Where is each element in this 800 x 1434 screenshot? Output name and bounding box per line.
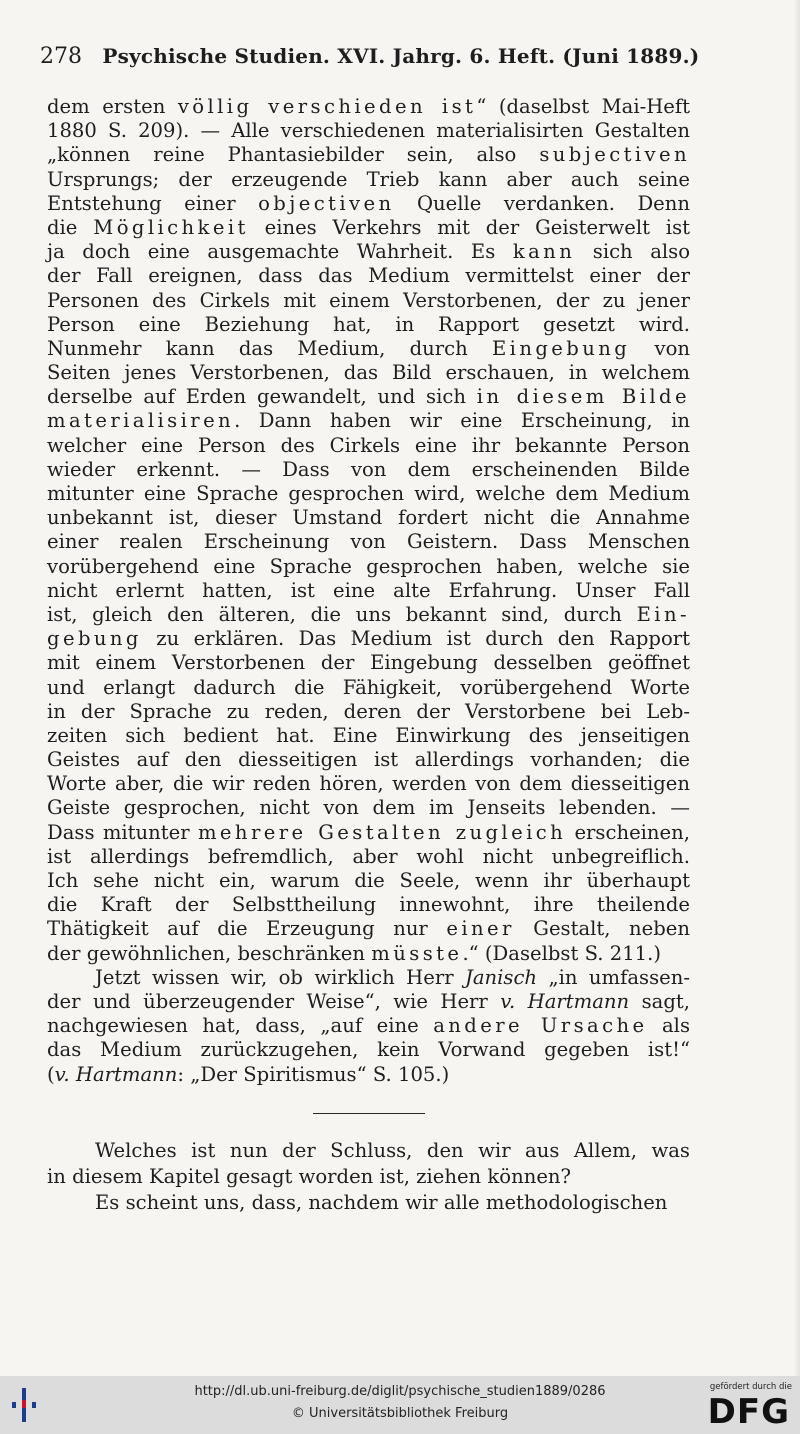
text-run: nicht erlernt hatten, ist eine alte Erfahrung. Unser Fall xyxy=(47,578,690,602)
text-run: der Fall ereignen, dass das Medium vermittelst einer der xyxy=(47,264,690,288)
text-run: mit einem Verstorbenen der Eingebung desselben geöffnet xyxy=(47,651,690,675)
spaced-emphasis: materialisiren xyxy=(47,409,235,433)
text-line xyxy=(47,651,690,675)
text-line xyxy=(47,869,690,893)
copyright-notice: © Universitätsbibliothek Freiburg xyxy=(291,1406,509,1421)
text-run: Seiten jenes Verstorbenen, das Bild erschauen, in welchem xyxy=(47,361,690,385)
text-line xyxy=(47,119,690,143)
text-run: Ich sehe nicht ein, warum die Seele, wenn ihr überhaupt xyxy=(47,869,690,892)
text-run: wieder erkennt. — Dass von dem erscheinenden Bilde xyxy=(47,457,690,481)
text-line xyxy=(47,990,690,1014)
text-run: vorübergehend eine Sprache gesprochen haben, welche sie xyxy=(47,554,690,578)
text-run: derselbe auf Erden gewandelt, und sich xyxy=(47,385,477,409)
text-line xyxy=(47,1063,690,1087)
italic-name: v. Hartmann xyxy=(500,989,630,1013)
text-line xyxy=(47,240,690,264)
text-run: in der Sprache zu reden, deren der Verstorbene bei Leb- xyxy=(47,699,690,723)
page-number: 278 xyxy=(40,44,82,69)
spaced-emphasis: völlig verschieden ist xyxy=(177,95,477,118)
text-line xyxy=(47,264,690,288)
text-line xyxy=(47,821,690,845)
spaced-emphasis: in diesem Bilde xyxy=(476,385,690,409)
text-run: Es scheint uns, dass, nachdem wir alle methodologischen xyxy=(95,1191,668,1214)
text-run: ist allerdings befremdlich, aber wohl nicht unbegreiflich. xyxy=(47,844,690,868)
text-run: „in umfassen- xyxy=(537,965,690,989)
dfg-logo: DFG xyxy=(707,1392,790,1432)
text-line xyxy=(47,482,690,506)
text-run: Ursprungs; der erzeugende Trieb kann aber auch seine xyxy=(47,167,690,191)
text-line xyxy=(47,409,690,433)
text-run: Worte aber, die wir reden hören, werden von dem diesseitigen xyxy=(47,772,690,796)
text-line xyxy=(47,434,690,458)
text-line xyxy=(47,676,690,700)
text-run: erscheinen, xyxy=(566,820,690,844)
text-line xyxy=(47,917,690,941)
text-run: ist, gleich den älteren, die uns bekannt sind, durch xyxy=(47,602,637,626)
text-line xyxy=(47,1038,690,1062)
text-line xyxy=(47,95,690,119)
text-run: zeiten sich bedient hat. Eine Einwirkung des jenseitigen xyxy=(47,723,690,747)
text-run: Entstehung einer xyxy=(47,191,259,215)
scan-edge xyxy=(794,0,800,1376)
text-run: Thätigkeit auf die Erzeugung nur xyxy=(47,917,447,941)
text-run: : „Der Spiritismus“ S. 105.) xyxy=(177,1062,450,1086)
text-line xyxy=(47,1138,690,1164)
text-line xyxy=(47,627,690,651)
text-run: als xyxy=(647,1014,691,1038)
text-line xyxy=(47,168,690,192)
text-run: nachgewiesen hat, dass, „auf eine xyxy=(47,1014,434,1038)
text-line xyxy=(47,506,690,530)
source-url[interactable]: http://dl.ub.uni-freiburg.de/diglit/psychische_studien1889/0286 xyxy=(194,1384,606,1399)
spaced-emphasis: kann xyxy=(512,240,576,264)
funder-note: gefördert durch die xyxy=(709,1382,792,1392)
text-line xyxy=(47,966,690,990)
text-line xyxy=(47,724,690,748)
text-run: von xyxy=(630,336,690,360)
text-line xyxy=(47,748,690,772)
italic-name: Janisch xyxy=(464,965,538,989)
text-line xyxy=(47,1190,690,1216)
text-run: Person eine Beziehung hat, in Rapport gesetzt wird. xyxy=(47,312,690,336)
text-line xyxy=(47,143,690,167)
text-line xyxy=(47,1164,690,1190)
footer-bar xyxy=(0,1376,800,1434)
text-line xyxy=(47,458,690,482)
text-run: . Dann haben wir eine Erscheinung, in xyxy=(234,409,690,433)
text-line xyxy=(47,289,690,313)
text-run: der und überzeugender Weise“, wie Herr xyxy=(47,989,501,1013)
text-run: Dass mitunter xyxy=(47,820,198,844)
text-run: sagt, xyxy=(629,989,690,1013)
text-run: dem ersten xyxy=(47,95,178,118)
text-run: „können reine Phantasiebilder sein, also xyxy=(47,143,540,167)
spaced-emphasis: müsste xyxy=(371,941,463,965)
text-run: Gestalt, neben xyxy=(514,917,691,941)
text-run: sich also xyxy=(575,240,691,264)
text-line xyxy=(47,555,690,579)
text-run: Geiste gesprochen, nicht von dem im Jenseits lebenden. — xyxy=(47,796,690,820)
text-run: Geistes auf den diesseitigen ist allerdings vorhanden; die xyxy=(47,748,690,772)
text-run: Welches ist nun der Schluss, den wir aus Allem, was xyxy=(95,1139,690,1162)
text-run: und erlangt dadurch die Fähigkeit, vorübergehend Worte xyxy=(47,675,690,699)
body-text-block xyxy=(47,95,690,1087)
text-run: Personen des Cirkels mit einem Verstorbenen, der zu jener xyxy=(47,288,690,312)
text-run: in diesem Kapitel gesagt worden ist, ziehen können? xyxy=(47,1165,572,1188)
spaced-emphasis: Möglichkeit xyxy=(93,215,249,239)
text-line xyxy=(47,845,690,869)
text-line xyxy=(47,337,690,361)
spaced-emphasis: Ein- xyxy=(636,602,690,626)
text-line xyxy=(47,942,690,966)
text-run: Quelle verdanken. Denn xyxy=(394,191,691,215)
spaced-emphasis: Eingebung xyxy=(491,336,631,360)
text-run: eines Verkehrs mit der Geisterwelt ist xyxy=(248,215,690,239)
text-line xyxy=(47,313,690,337)
text-line xyxy=(47,361,690,385)
text-run: “ (daselbst Mai-Heft xyxy=(476,95,691,118)
spaced-emphasis: mehrere Gestalten zugleich xyxy=(197,820,567,844)
text-run: unbekannt ist, dieser Umstand fordert nicht die Annahme xyxy=(47,506,690,530)
text-line xyxy=(47,772,690,796)
text-run: die xyxy=(47,215,94,239)
text-run: zu erklären. Das Medium ist durch den Rapport xyxy=(141,627,690,651)
text-line xyxy=(47,796,690,820)
italic-name: v. Hartmann xyxy=(54,1062,178,1086)
text-run: ( xyxy=(47,1062,55,1086)
text-run: der gewöhnlichen, beschränken xyxy=(47,941,372,965)
text-line xyxy=(47,893,690,917)
running-title: Psychische Studien. XVI. Jahrg. 6. Heft. (Juni 1889.) xyxy=(102,44,700,68)
text-line xyxy=(47,700,690,724)
spaced-emphasis: einer xyxy=(446,917,515,941)
section-divider xyxy=(313,1113,425,1114)
text-line xyxy=(47,216,690,240)
running-head xyxy=(40,44,700,69)
text-run: 1880 S. 209). — Alle verschiedenen materialisirten Gestalten xyxy=(47,119,690,143)
spaced-emphasis: gebung xyxy=(47,627,142,651)
text-line xyxy=(47,603,690,627)
text-run: ja doch eine ausgemachte Wahrheit. Es xyxy=(47,240,513,264)
text-line xyxy=(47,579,690,603)
text-run: welcher eine Person des Cirkels eine ihr bekannte Person xyxy=(47,433,690,457)
text-line xyxy=(47,192,690,216)
closing-text-block xyxy=(47,1138,690,1216)
spaced-emphasis: andere Ursache xyxy=(433,1014,648,1038)
text-run: Nunmehr kann das Medium, durch xyxy=(47,336,492,360)
spaced-emphasis: subjectiven xyxy=(539,143,690,167)
text-line xyxy=(47,1014,690,1038)
text-run: einer realen Erscheinung von Geistern. Dass Menschen xyxy=(47,530,690,554)
text-line xyxy=(47,530,690,554)
spaced-emphasis: objectiven xyxy=(258,191,395,215)
text-line xyxy=(47,385,690,409)
text-run: das Medium zurückzugehen, kein Vorwand gegeben ist!“ xyxy=(47,1038,690,1062)
text-run: die Kraft der Selbsttheilung innewohnt, ihre theilende xyxy=(47,893,690,917)
text-run: .“ (Daselbst S. 211.) xyxy=(462,941,662,965)
text-run: mitunter eine Sprache gesprochen wird, welche dem Medium xyxy=(47,482,690,505)
text-run: Jetzt wissen wir, ob wirklich Herr xyxy=(95,965,465,989)
